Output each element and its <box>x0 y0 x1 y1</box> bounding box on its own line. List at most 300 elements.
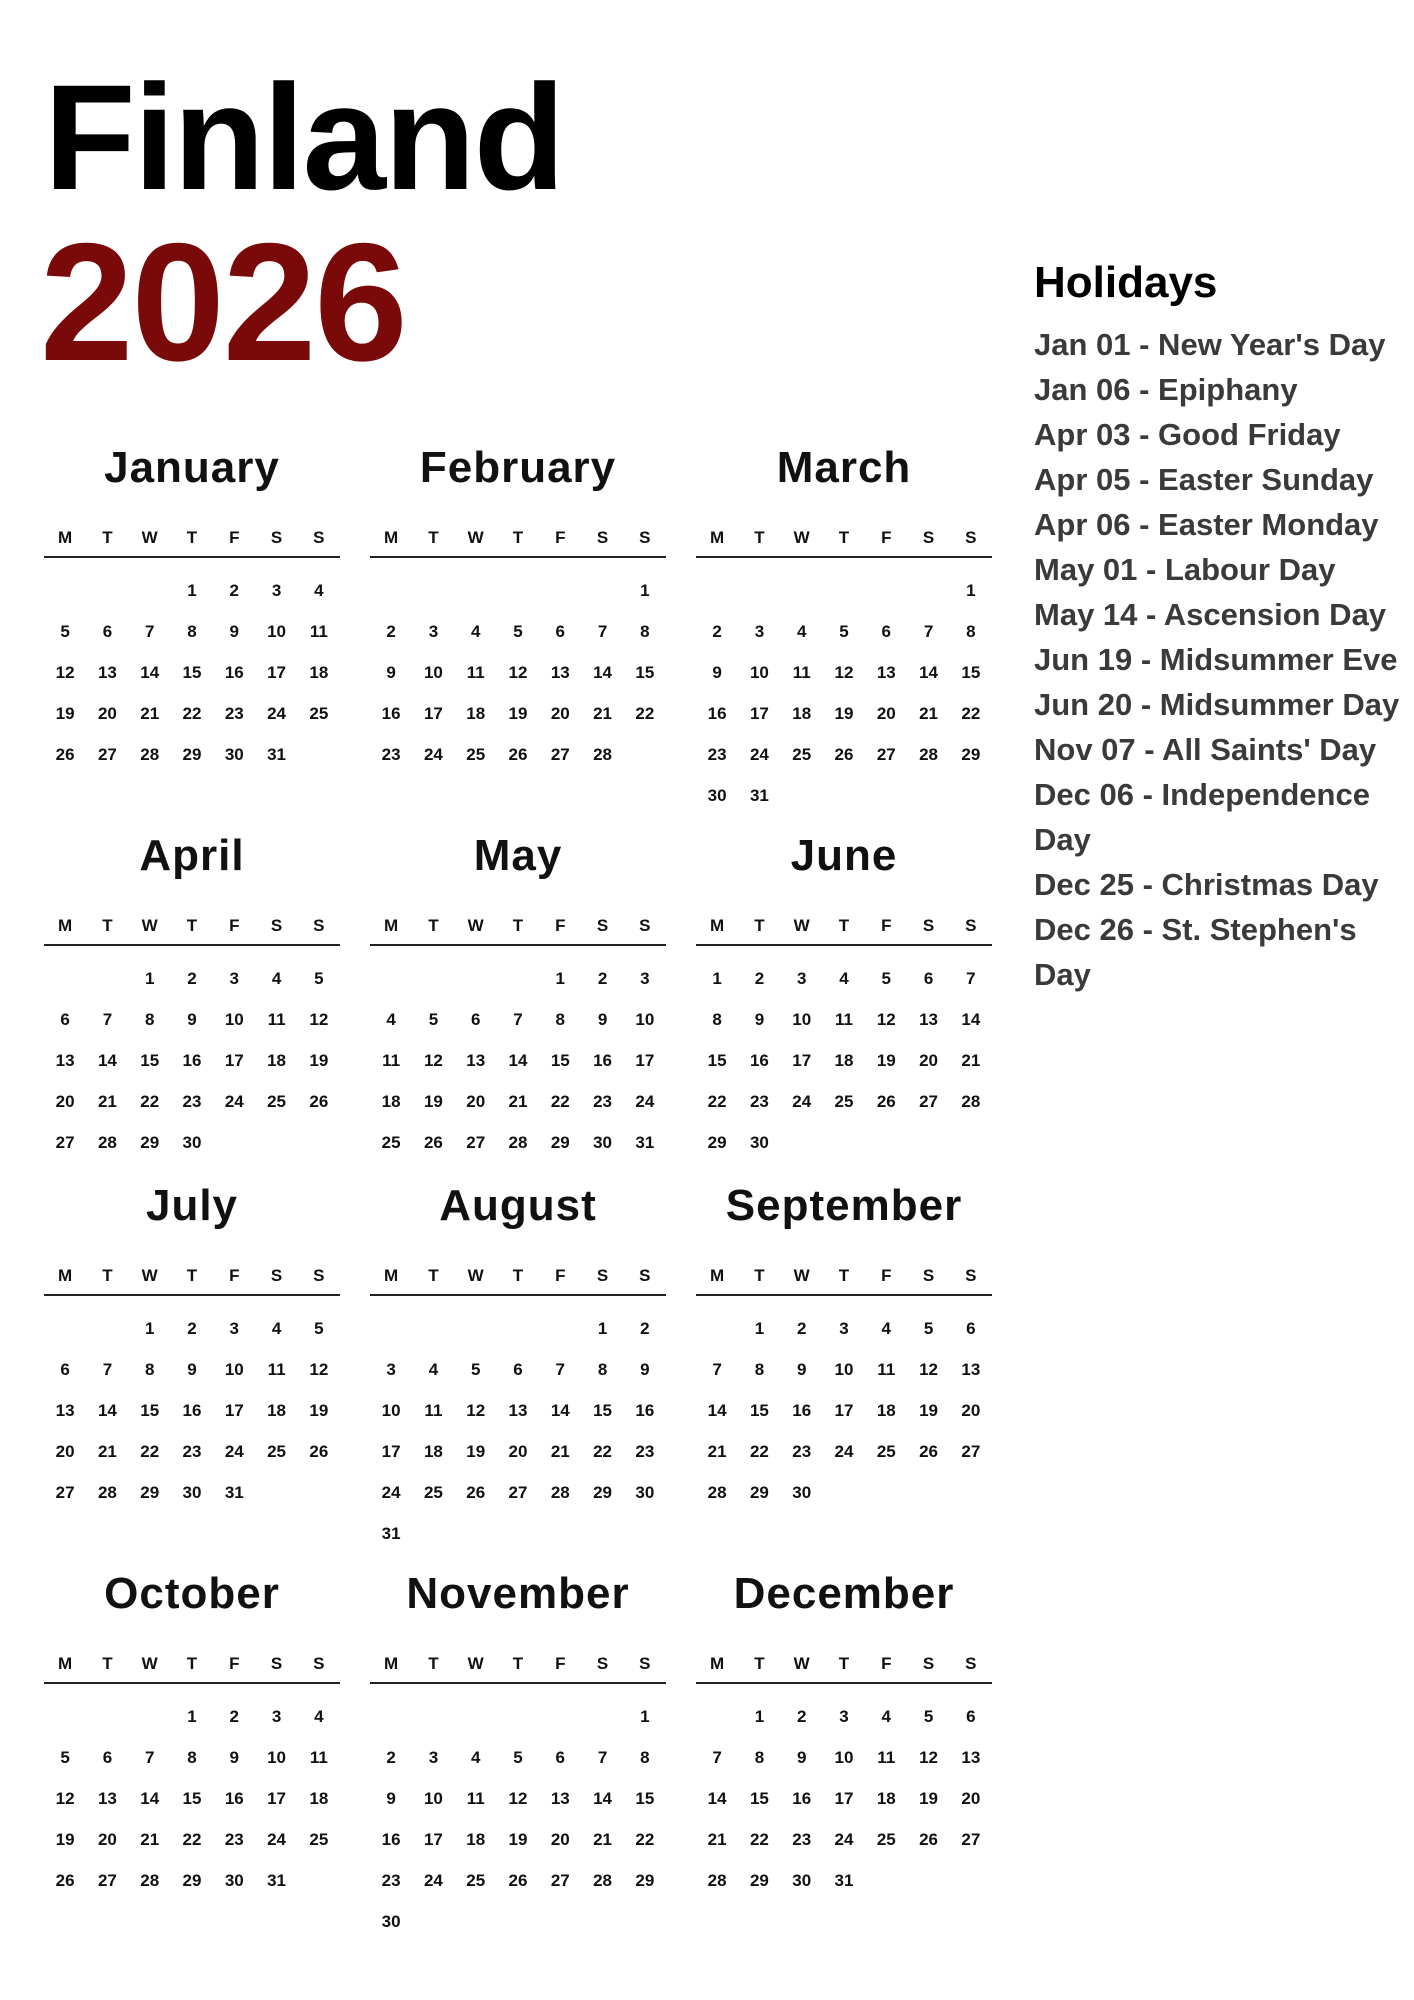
day-cell <box>865 570 907 611</box>
day-cell: 10 <box>792 1010 812 1029</box>
weekday-label: W <box>141 1654 158 1673</box>
weekday-label: M <box>58 1654 73 1673</box>
day-cell: 10 <box>381 1401 401 1420</box>
day-cell: 28 <box>593 1871 613 1890</box>
day-cell: 7 <box>597 622 608 641</box>
day-cell: 12 <box>466 1401 486 1420</box>
day-cell: 19 <box>919 1789 939 1808</box>
weekday-label: S <box>922 916 935 935</box>
weekday-header <box>696 520 992 558</box>
day-cell: 18 <box>792 704 812 723</box>
week-row <box>696 1431 992 1472</box>
day-cell: 21 <box>140 704 160 723</box>
weekday-label: T <box>428 1654 439 1673</box>
day-cell: 19 <box>876 1051 896 1070</box>
week-row <box>44 999 340 1040</box>
week-row <box>370 1040 666 1081</box>
day-cell: 29 <box>140 1483 160 1502</box>
weekday-label: S <box>965 528 977 547</box>
day-cell: 15 <box>635 663 655 682</box>
week-row <box>44 958 340 999</box>
month-name: January <box>104 443 280 492</box>
day-cell: 26 <box>508 745 528 764</box>
day-cell: 23 <box>224 704 244 723</box>
weekday-label: S <box>965 916 977 935</box>
week-row <box>696 693 992 734</box>
weekday-label: S <box>965 1266 977 1285</box>
day-cell: 29 <box>593 1483 613 1502</box>
week-row <box>696 1819 992 1860</box>
day-cell: 23 <box>381 745 401 764</box>
month-name: August <box>439 1181 597 1230</box>
day-cell: 27 <box>97 745 117 764</box>
weekday-label: S <box>639 1266 651 1285</box>
day-cell: 29 <box>961 745 981 764</box>
day-cell: 28 <box>550 1483 570 1502</box>
day-cell <box>44 958 86 999</box>
month-february <box>370 440 666 775</box>
weekday-label: W <box>467 1266 484 1285</box>
month-march <box>696 440 992 816</box>
weekday-label: M <box>58 916 73 935</box>
day-cell: 27 <box>876 745 896 764</box>
week-row <box>696 1081 992 1122</box>
week-row <box>370 1819 666 1860</box>
day-cell: 8 <box>597 1360 608 1379</box>
week-row <box>370 1778 666 1819</box>
day-cell: 30 <box>182 1483 202 1502</box>
weekday-label: S <box>270 1266 283 1285</box>
day-cell: 6 <box>102 622 113 641</box>
day-cell: 22 <box>593 1442 613 1461</box>
month-name: December <box>733 1569 955 1618</box>
day-cell: 11 <box>792 663 811 682</box>
day-cell <box>412 1513 454 1554</box>
day-cell: 23 <box>224 1830 244 1849</box>
weekday-label: T <box>754 1654 765 1673</box>
holiday-item: Dec 26 - St. Stephen's Day <box>1034 912 1357 992</box>
day-cell: 19 <box>834 704 854 723</box>
day-cell: 18 <box>309 663 329 682</box>
day-cell: 13 <box>919 1010 939 1029</box>
day-cell: 8 <box>754 1360 765 1379</box>
weekday-header <box>44 1646 340 1684</box>
holiday-item: Jan 01 - New Year's Day <box>1034 327 1386 362</box>
holiday-item: Dec 25 - Christmas Day <box>1034 867 1379 902</box>
weekday-label: T <box>186 528 198 547</box>
day-cell: 1 <box>187 581 197 600</box>
weekday-label: W <box>141 1266 158 1285</box>
weekday-label: T <box>186 1654 198 1673</box>
day-cell: 18 <box>876 1401 896 1420</box>
day-cell <box>255 1122 297 1163</box>
day-cell: 2 <box>754 969 765 988</box>
weekday-label: W <box>467 1654 484 1673</box>
day-cell: 15 <box>749 1401 769 1420</box>
day-cell: 4 <box>271 969 282 988</box>
day-cell <box>298 734 340 775</box>
day-cell: 20 <box>919 1051 939 1070</box>
day-cell: 21 <box>140 1830 160 1849</box>
day-cell: 23 <box>593 1092 613 1111</box>
day-cell: 1 <box>712 969 722 988</box>
day-cell: 12 <box>834 663 854 682</box>
weekday-label: S <box>922 1654 935 1673</box>
day-cell: 17 <box>834 1789 854 1808</box>
day-cell: 12 <box>508 663 528 682</box>
day-cell: 14 <box>508 1051 528 1070</box>
day-cell: 9 <box>229 622 240 641</box>
week-row <box>696 734 992 775</box>
day-cell <box>86 958 128 999</box>
day-cell: 25 <box>381 1133 401 1152</box>
day-cell: 2 <box>229 581 240 600</box>
day-cell: 24 <box>267 1830 287 1849</box>
day-cell: 11 <box>466 1789 485 1808</box>
day-cell <box>129 1696 171 1737</box>
day-cell: 6 <box>923 969 934 988</box>
day-cell: 16 <box>381 704 401 723</box>
weekday-header <box>696 908 992 946</box>
weekday-label: S <box>596 1266 609 1285</box>
day-cell: 11 <box>267 1010 286 1029</box>
weekday-label: F <box>555 1266 566 1285</box>
day-cell: 2 <box>796 1319 807 1338</box>
day-cell <box>950 775 992 816</box>
weekday-label: S <box>922 1266 935 1285</box>
day-cell: 26 <box>55 745 75 764</box>
day-cell <box>823 775 865 816</box>
day-cell <box>624 734 666 775</box>
day-cell: 30 <box>792 1871 812 1890</box>
day-cell: 10 <box>834 1748 854 1767</box>
day-cell: 28 <box>707 1871 727 1890</box>
week-row <box>370 1122 666 1163</box>
month-april <box>44 828 340 1163</box>
day-cell: 12 <box>423 1051 443 1070</box>
day-cell <box>44 570 86 611</box>
day-cell: 15 <box>140 1051 160 1070</box>
day-cell: 25 <box>423 1483 443 1502</box>
day-cell: 8 <box>555 1010 566 1029</box>
day-cell: 6 <box>60 1360 70 1379</box>
day-cell <box>497 1696 539 1737</box>
day-cell: 15 <box>593 1401 613 1420</box>
day-cell: 25 <box>876 1442 896 1461</box>
weekday-label: W <box>793 528 810 547</box>
day-cell: 10 <box>267 1748 287 1767</box>
weekday-label: T <box>186 1266 198 1285</box>
day-cell <box>950 1122 992 1163</box>
day-cell: 22 <box>635 1830 655 1849</box>
day-cell: 16 <box>707 704 727 723</box>
day-cell: 5 <box>314 1319 324 1338</box>
weekday-label: S <box>313 528 325 547</box>
day-cell: 3 <box>428 622 439 641</box>
day-cell: 25 <box>309 704 329 723</box>
day-cell: 17 <box>749 704 769 723</box>
weekday-label: W <box>467 528 484 547</box>
day-cell: 27 <box>550 1871 570 1890</box>
weekday-label: F <box>555 916 566 935</box>
day-cell: 24 <box>834 1442 854 1461</box>
day-cell <box>213 1122 255 1163</box>
weekday-label: M <box>710 1266 725 1285</box>
day-cell: 5 <box>470 1360 481 1379</box>
weekday-label: F <box>881 528 892 547</box>
day-cell <box>624 1901 666 1942</box>
day-cell <box>497 1513 539 1554</box>
day-cell: 13 <box>876 663 896 682</box>
day-cell: 24 <box>267 704 287 723</box>
day-cell: 8 <box>640 622 650 641</box>
weekday-label: T <box>102 528 113 547</box>
week-row <box>44 1737 340 1778</box>
day-cell: 9 <box>386 663 396 682</box>
weekday-label: T <box>838 1654 850 1673</box>
day-cell <box>581 1901 623 1942</box>
day-cell <box>781 1122 823 1163</box>
day-cell: 15 <box>749 1789 769 1808</box>
day-cell: 1 <box>754 1319 765 1338</box>
day-cell <box>696 1308 738 1349</box>
day-cell: 4 <box>881 1319 892 1338</box>
day-cell: 24 <box>381 1483 401 1502</box>
week-row <box>370 1696 666 1737</box>
day-cell: 15 <box>182 1789 202 1808</box>
day-cell: 28 <box>593 745 613 764</box>
week-row <box>44 1040 340 1081</box>
day-cell: 11 <box>309 1748 328 1767</box>
day-cell: 25 <box>466 1871 486 1890</box>
day-cell: 27 <box>961 1830 981 1849</box>
day-cell: 11 <box>466 663 485 682</box>
day-cell <box>781 570 823 611</box>
day-cell: 7 <box>597 1748 608 1767</box>
day-cell: 3 <box>271 581 282 600</box>
day-cell: 5 <box>513 1748 523 1767</box>
weekday-label: S <box>639 1654 651 1673</box>
weekday-label: T <box>754 528 765 547</box>
week-row <box>44 734 340 775</box>
day-cell: 2 <box>712 622 722 641</box>
holiday-item: Nov 07 - All Saints' Day <box>1034 732 1377 767</box>
day-cell: 2 <box>597 969 608 988</box>
week-row <box>44 611 340 652</box>
day-cell <box>497 1308 539 1349</box>
day-cell <box>255 1472 297 1513</box>
holiday-item: Jan 06 - Epiphany <box>1034 372 1298 407</box>
day-cell: 10 <box>635 1010 655 1029</box>
day-cell: 14 <box>550 1401 570 1420</box>
week-row <box>370 611 666 652</box>
day-cell: 7 <box>712 1360 722 1379</box>
day-cell: 7 <box>513 1010 523 1029</box>
week-row <box>370 1472 666 1513</box>
day-cell: 4 <box>470 622 481 641</box>
day-cell: 3 <box>839 1319 849 1338</box>
day-cell: 9 <box>754 1010 765 1029</box>
day-cell: 20 <box>961 1401 981 1420</box>
weekday-label: S <box>596 528 609 547</box>
day-cell: 25 <box>267 1092 287 1111</box>
day-cell: 28 <box>97 1133 117 1152</box>
day-cell <box>539 1696 581 1737</box>
day-cell: 18 <box>466 1830 486 1849</box>
week-row <box>44 1819 340 1860</box>
day-cell <box>738 570 780 611</box>
day-cell: 9 <box>597 1010 608 1029</box>
day-cell <box>412 958 454 999</box>
day-cell: 7 <box>966 969 976 988</box>
day-cell: 13 <box>55 1401 75 1420</box>
day-cell: 31 <box>381 1524 401 1543</box>
day-cell: 1 <box>555 969 566 988</box>
day-cell: 22 <box>635 704 655 723</box>
weekday-label: F <box>881 916 892 935</box>
day-cell: 12 <box>919 1360 939 1379</box>
day-cell: 21 <box>97 1442 117 1461</box>
day-cell: 24 <box>423 1871 443 1890</box>
day-cell: 4 <box>881 1707 892 1726</box>
weekday-label: S <box>313 1266 325 1285</box>
day-cell: 17 <box>224 1401 244 1420</box>
month-december <box>696 1566 992 1901</box>
week-row <box>44 1472 340 1513</box>
day-cell: 23 <box>749 1092 769 1111</box>
month-august <box>370 1178 666 1554</box>
day-cell: 20 <box>55 1442 75 1461</box>
day-cell: 20 <box>508 1442 528 1461</box>
day-cell: 9 <box>712 663 722 682</box>
day-cell: 6 <box>555 622 566 641</box>
weekday-label: T <box>428 1266 439 1285</box>
week-row <box>696 1122 992 1163</box>
day-cell <box>581 1513 623 1554</box>
weekday-label: S <box>596 1654 609 1673</box>
day-cell: 20 <box>550 1830 570 1849</box>
weekday-header <box>370 520 666 558</box>
day-cell <box>539 570 581 611</box>
weekday-label: T <box>754 1266 765 1285</box>
day-cell: 28 <box>97 1483 117 1502</box>
day-cell: 12 <box>55 663 75 682</box>
day-cell: 4 <box>314 581 324 600</box>
day-cell: 13 <box>961 1360 981 1379</box>
day-cell <box>865 775 907 816</box>
day-cell: 19 <box>466 1442 486 1461</box>
holiday-item: Apr 06 - Easter Monday <box>1034 507 1379 542</box>
day-cell: 31 <box>635 1133 655 1152</box>
day-cell: 6 <box>513 1360 523 1379</box>
day-cell: 16 <box>224 1789 244 1808</box>
day-cell: 21 <box>961 1051 981 1070</box>
day-cell: 8 <box>187 1748 197 1767</box>
day-cell: 23 <box>182 1442 202 1461</box>
day-cell <box>865 1122 907 1163</box>
day-cell: 23 <box>707 745 727 764</box>
day-cell <box>455 1696 497 1737</box>
weekday-label: F <box>555 1654 566 1673</box>
month-name: April <box>139 831 245 880</box>
day-cell: 30 <box>792 1483 812 1502</box>
weekday-label: T <box>428 916 439 935</box>
weekday-header <box>44 908 340 946</box>
day-cell: 6 <box>102 1748 113 1767</box>
weekday-label: T <box>102 1266 113 1285</box>
day-cell: 13 <box>55 1051 75 1070</box>
day-cell: 8 <box>187 622 197 641</box>
day-cell: 18 <box>309 1789 329 1808</box>
day-cell <box>455 1513 497 1554</box>
week-row <box>696 1472 992 1513</box>
day-cell: 3 <box>386 1360 396 1379</box>
day-cell: 4 <box>839 969 849 988</box>
day-cell: 1 <box>597 1319 608 1338</box>
day-cell: 28 <box>140 745 160 764</box>
day-cell: 15 <box>182 663 202 682</box>
weekday-label: T <box>838 1266 850 1285</box>
month-name: February <box>419 443 617 492</box>
day-cell <box>539 1901 581 1942</box>
day-cell: 14 <box>97 1051 117 1070</box>
week-row <box>696 652 992 693</box>
weekday-label: T <box>186 916 198 935</box>
month-may <box>370 828 666 1163</box>
day-cell: 6 <box>966 1319 976 1338</box>
day-cell <box>44 1308 86 1349</box>
day-cell <box>86 570 128 611</box>
day-cell <box>455 958 497 999</box>
day-cell <box>370 570 412 611</box>
day-cell <box>412 570 454 611</box>
holiday-item: Apr 03 - Good Friday <box>1034 417 1341 452</box>
week-row <box>370 570 666 611</box>
day-cell: 12 <box>309 1360 329 1379</box>
week-row <box>696 999 992 1040</box>
day-cell <box>86 1696 128 1737</box>
day-cell: 12 <box>876 1010 896 1029</box>
week-row <box>696 958 992 999</box>
weekday-label: S <box>639 528 651 547</box>
weekday-label: S <box>922 528 935 547</box>
day-cell: 29 <box>182 745 202 764</box>
day-cell: 3 <box>428 1748 439 1767</box>
week-row <box>696 1737 992 1778</box>
day-cell: 13 <box>97 663 117 682</box>
day-cell <box>455 570 497 611</box>
day-cell: 28 <box>961 1092 981 1111</box>
day-cell: 10 <box>224 1360 244 1379</box>
day-cell: 20 <box>466 1092 486 1111</box>
day-cell: 20 <box>55 1092 75 1111</box>
day-cell: 27 <box>55 1483 75 1502</box>
weekday-label: M <box>384 528 399 547</box>
day-cell: 5 <box>923 1319 934 1338</box>
holiday-list <box>1034 322 1404 997</box>
day-cell: 2 <box>187 969 197 988</box>
day-cell: 25 <box>309 1830 329 1849</box>
day-cell: 19 <box>508 704 528 723</box>
day-cell <box>412 1308 454 1349</box>
weekday-header <box>696 1258 992 1296</box>
day-cell: 26 <box>876 1092 896 1111</box>
day-cell: 29 <box>550 1133 570 1152</box>
day-cell: 5 <box>881 969 892 988</box>
weekday-label: F <box>881 1654 892 1673</box>
day-cell: 26 <box>466 1483 486 1502</box>
week-row <box>370 1860 666 1901</box>
